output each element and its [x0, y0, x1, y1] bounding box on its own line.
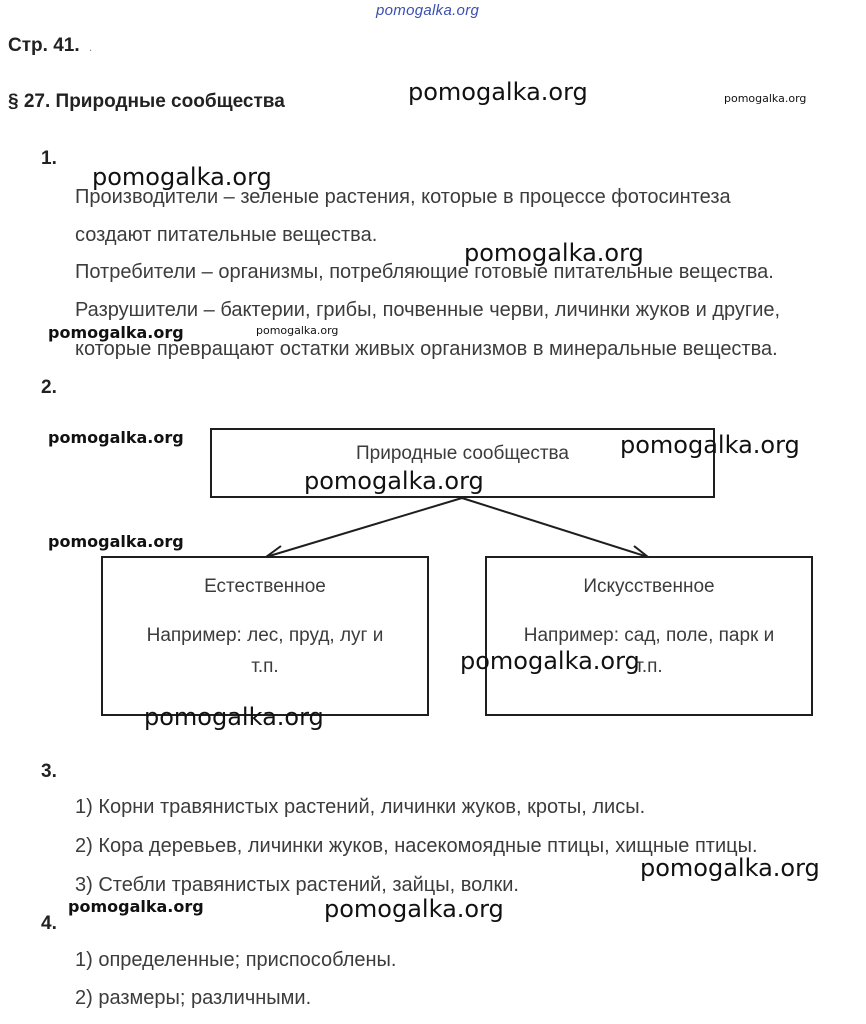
- diagram-left-title: Естественное: [204, 576, 326, 597]
- question-2-number: 2.: [41, 377, 57, 398]
- diagram-right-box: [485, 556, 813, 716]
- q1-line-2: создают питательные вещества.: [75, 224, 378, 246]
- watermark: pomogalka.org: [48, 532, 184, 551]
- watermark: pomogalka.org: [304, 467, 484, 495]
- watermark: pomogalka.org: [460, 647, 640, 675]
- diagram-left-box: [101, 556, 429, 716]
- watermark: pomogalka.org: [464, 239, 644, 267]
- q4-line-2: 2) размеры; различными.: [75, 987, 312, 1009]
- site-watermark: pomogalka.org: [376, 2, 480, 19]
- diagram-right-title: Искусственное: [583, 576, 715, 597]
- watermark: pomogalka.org: [144, 703, 324, 731]
- watermark: pomogalka.org: [48, 428, 184, 447]
- watermark: pomogalka.org: [620, 431, 800, 459]
- diagram-root-label: Природные сообщества: [356, 443, 569, 464]
- arrow-right-line: [462, 498, 648, 557]
- q1-line-3: Потребители – организмы, потребляющие готовые питательные вещества.: [75, 261, 774, 283]
- watermark: pomogalka.org: [48, 323, 184, 342]
- diagram-right-example-2: т.п.: [635, 656, 663, 677]
- section-title: § 27. Природные сообщества: [8, 91, 285, 112]
- watermark: pomogalka.org: [68, 897, 204, 916]
- q1-line-4: Разрушители – бактерии, грибы, почвенные черви, личинки жуков и другие,: [75, 299, 781, 321]
- watermark: pomogalka.org: [640, 854, 820, 882]
- page-mark: .: [88, 40, 93, 54]
- q4-line-1: 1) определенные; приспособлены.: [75, 949, 397, 971]
- q3-line-1: 1) Корни травянистых растений, личинки жуков, кроты, лисы.: [75, 796, 646, 818]
- watermark: pomogalka.org: [724, 92, 807, 105]
- q3-line-3: 3) Стебли травянистых растений, зайцы, волки.: [75, 874, 519, 896]
- q3-line-2: 2) Кора деревьев, личинки жуков, насекомоядные птицы, хищные птицы.: [75, 835, 758, 857]
- question-3-number: 3.: [41, 761, 57, 782]
- question-4-number: 4.: [41, 913, 57, 934]
- page-label: Стр. 41.: [8, 35, 80, 56]
- arrow-left-line: [266, 498, 462, 557]
- diagram-right-example-1: Например: сад, поле, парк и: [523, 625, 775, 646]
- diagram-left-example-1: Например: лес, пруд, луг и: [146, 625, 384, 646]
- watermark: pomogalka.org: [324, 895, 504, 923]
- watermark: pomogalka.org: [256, 324, 339, 337]
- diagram-left-example-2: т.п.: [251, 656, 279, 677]
- question-1-number: 1.: [41, 148, 57, 169]
- q1-line-1: Производители – зеленые растения, которые в процессе фотосинтеза: [75, 186, 731, 208]
- watermark: pomogalka.org: [408, 78, 588, 106]
- q1-line-5: которые превращают остатки живых организмов в минеральные вещества.: [75, 338, 778, 360]
- watermark: pomogalka.org: [92, 163, 272, 191]
